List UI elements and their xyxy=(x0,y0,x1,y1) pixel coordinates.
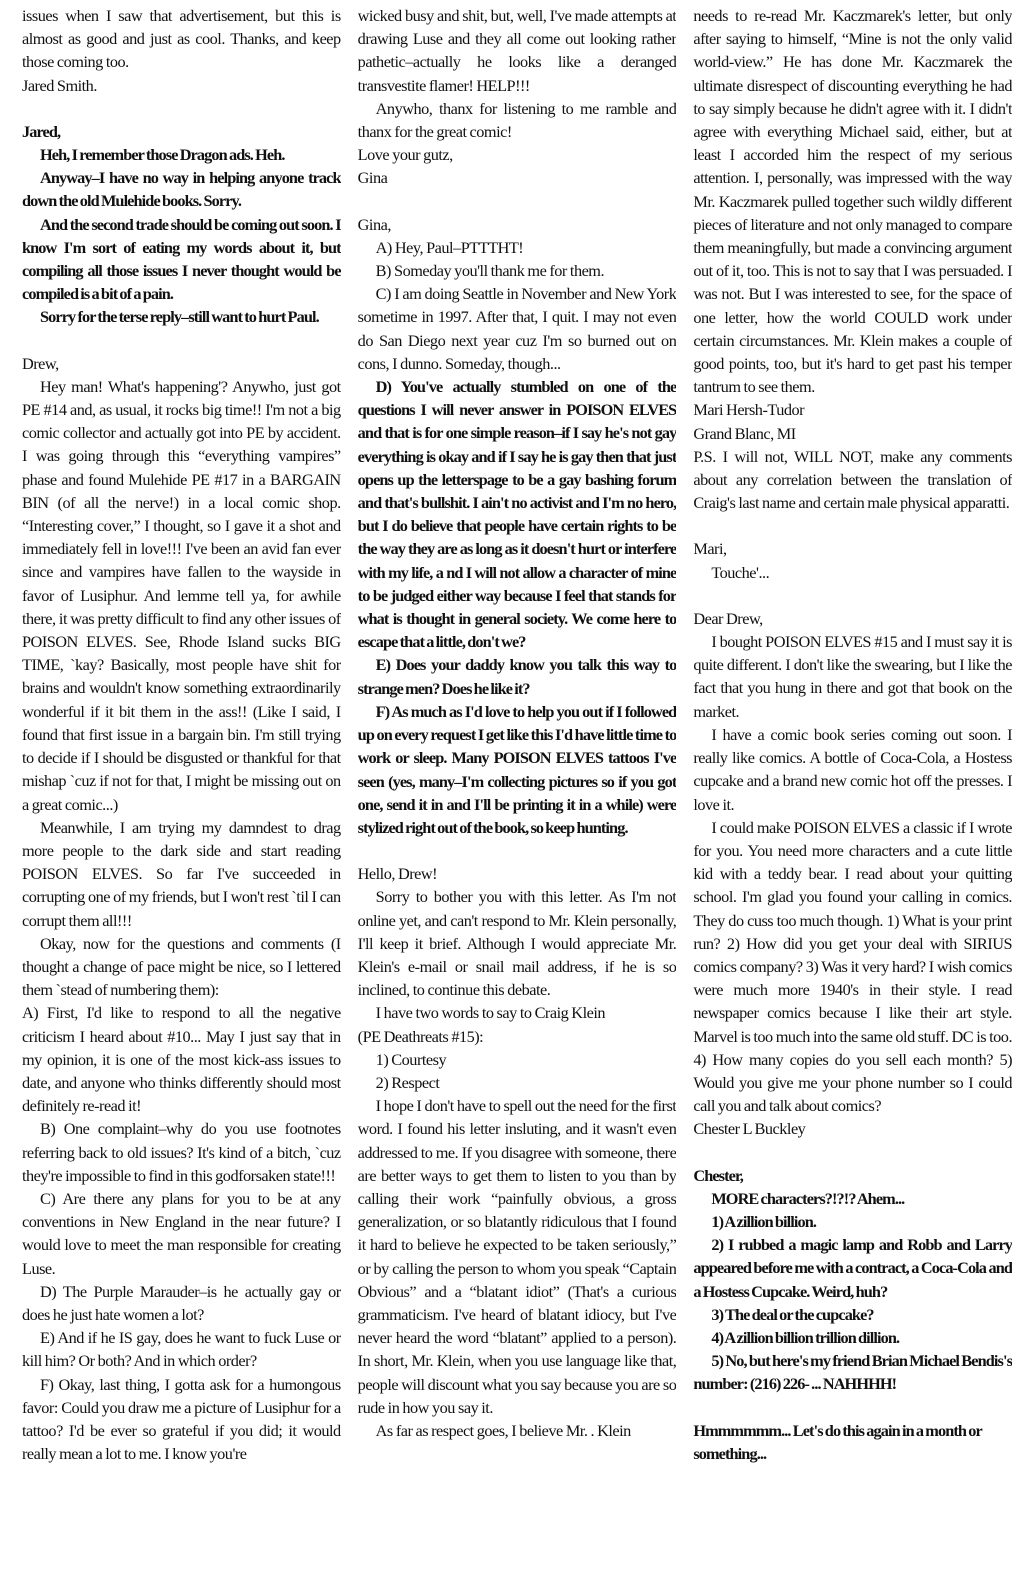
letter-paragraph: Jared Smith. xyxy=(22,75,97,95)
editor-reply-paragraph: 3) The deal or the cupcake? xyxy=(711,1304,874,1324)
letter-paragraph: I hope I don't have to spell out the need for the first word. I found his letter insluting, and it wasn't even addressed to me. If you disagree with someone, there are better ways to get them to listen to you than by calling their work “painfully obvious, a gross generalization, or so blatantly ridiculous that I found it hard to believe he expected to be taken seriously,” or by calling the person to whom you speak “Captain Obvious” and a “blatant idiot” (That's a curious grammaticism. I've heard of blatant idiocy, but I've never heard the word “blatant” applied to a person). In short, Mr. Klein, when you use language like that, people will discount what you say because you are so rude in how you say it. xyxy=(357,1096,677,1417)
editor-reply-paragraph: F) As much as I'd love to help you out if I followed up on every request I get like this I'd have little time to work or sleep. Many POISON ELVES tattoos I've seen (yes, many–I'm collecting pictures so if you got one, send it in and I'll be printing it in a while) were stylized right out of the book, so keep hunting. xyxy=(357,701,677,837)
letter-paragraph: Sorry to bother you with this letter. As I'm not online yet, and can't respond to Mr. Klein personally, I'll keep it brief. Although I would appreciate Mr. Klein's e-mail or snail mail address, if he is so inclined, to continue this debate. xyxy=(357,887,677,1000)
letter-paragraph: Gina xyxy=(357,168,388,188)
letter-paragraph: wicked busy and shit, but, well, I've made attempts at drawing Luse and they all come out looking rather pathetic–actually he looks like a deranged transvestite flamer! HELP!!! xyxy=(357,6,677,95)
letter-paragraph: I have a comic book series coming out soon. I really like comics. A bottle of Coca-Cola, a Hostess cupcake and a brand new comic hot off the presses. I love it. xyxy=(693,724,1013,814)
editor-reply-paragraph: 4) A zillion billion trillion dillion. xyxy=(711,1327,900,1347)
letter-paragraph: Hey man! What's happening'? Anywho, just got PE #14 and, as usual, it rocks big time!! I'm not a big comic collector and actually got into PE by accident. I was going through this “everything vampires” phase and found Mulehide PE #17 in a BARGAIN BIN (of all the nerve!) in a local comic shop. “Interesting cover,” I thought, so I gave it a shot and immediately fell in love!!! I've been an avid fan ever since and vampires have fallen to the wayside in favor of Lusiphur. And lemme tell ya, for awhile there, it was pretty difficult to find any other issues of POISON ELVES. See, Rhode Island sucks BIG TIME, `kay? Basically, most people have shit for brains and wouldn't know something extraordinarily wonderful if it bit them in the ass!! (Like I said, I found that first issue in a bargain bin. I'm still trying to decide if I should be disgusted or thankful for that mishap `cuz if not for that, I might be missing out on a great comic...) xyxy=(22,376,341,814)
letter-paragraph: Mari, xyxy=(693,539,727,559)
editor-reply-paragraph: 2) I rubbed a magic lamp and Robb and Larry appeared before me with a contract, a Coca-Cola and a Hostess Cupcake. Weird, huh? xyxy=(693,1235,1013,1301)
editor-reply-paragraph: Heh, I remember those Dragon ads. Heh. xyxy=(40,145,285,165)
letter-paragraph: A) First, I'd like to respond to all the negative criticism I heard about #10... May I just say that in my opinion, it is one of the most kick-ass issues to date, and anyone who thinks differently should most definitely re-read it! xyxy=(22,1003,341,1116)
letter-paragraph: Anywho, thanx for listening to me ramble and thanx for the great comic! xyxy=(357,98,677,142)
letter-paragraph: Okay, now for the questions and comments (I thought a change of pace might be nice, so I lettered them `stead of numbering them): xyxy=(22,933,341,1000)
letter-paragraph: Chester L Buckley xyxy=(693,1119,806,1139)
editor-reply-paragraph: Hmmmmmm... Let's do this again in a month or something... xyxy=(693,1420,982,1463)
editor-reply-paragraph: D) You've actually stumbled on one of the questions I will never answer in POISON ELVES and that is for one simple reason–if I say he's not gay everything is okay and if I say he is gay then that just opens up the letterspage to be a gay bashing forum and that's bullshit. I ain't no activist and I'm no hero, but I do believe that people have certain rights to be the way they are as long as it doesn't hurt or interfere with my life, a nd I will not allow a character of mine to be judged either way because I feel that stands for what is thought in general society. We come here to escape that a little, don't we? xyxy=(357,377,677,652)
letter-paragraph: issues when I saw that advertisement, but this is almost as good and just as cool. Thanks, and keep those coming too. xyxy=(22,6,341,72)
letter-paragraph: D) The Purple Marauder–is he actually gay or does he just hate women a lot? xyxy=(22,1281,341,1324)
letter-paragraph: Mari Hersh-Tudor xyxy=(693,400,805,420)
letter-paragraph: C) Are there any plans for you to be at any conventions in New England in the near future? I would love to meet the man responsible for creating Luse. xyxy=(22,1188,341,1278)
editor-reply-paragraph: And the second trade should be coming out soon. I know I'm sort of eating my words about it, but compiling all those issues I never thought would be compiled is a bit of a pain. xyxy=(22,214,341,304)
letter-paragraph: I bought POISON ELVES #15 and I must say it is quite different. I don't like the swearing, but I like the fact that you hung in there and got that book on the market. xyxy=(693,632,1013,721)
letter-paragraph: I have two words to say to Craig Klein xyxy=(375,1003,605,1023)
editor-reply-paragraph: Anyway–I have no way in helping anyone track down the old Mulehide books. Sorry. xyxy=(22,168,341,211)
letter-paragraph: As far as respect goes, I believe Mr. . Klein xyxy=(375,1420,631,1440)
letter-paragraph: F) Okay, last thing, I gotta ask for a humongous favor: Could you draw me a picture of Lusiphur for a tattoo? I'd be ever so grateful if you did; it would really mean a lot to me. I know you're xyxy=(22,1374,341,1464)
editor-reply-paragraph: 1) A zillion billion. xyxy=(711,1211,817,1231)
letter-paragraph: Touche'... xyxy=(711,562,770,582)
letter-paragraph: B) One complaint–why do you use footnotes referring back to old issues? It's kind of a bitch, `cuz they're impossible to find in this godforsaken state!!! xyxy=(22,1119,341,1185)
letter-paragraph: 2) Respect xyxy=(375,1072,440,1092)
editor-reply-paragraph: 5) No, but here's my friend Brian Michael Bendis's number: (216) 226- ... NAHHHH! xyxy=(693,1351,1013,1394)
letter-paragraph: Love your gutz, xyxy=(357,145,453,165)
letter-paragraph: Grand Blanc, MI xyxy=(693,423,796,443)
letter-paragraph: I could make POISON ELVES a classic if I wrote for you. You need more characters and a cute little kid with a teddy bear. I read about your quitting school. I'm glad you found your calling in comics. They do cuss too much though. 1) What is your print run? 2) How did you get your deal with SIRIUS comics company? 3) Was it very hard? I wish comics were much more 1940's in their style. I read newspaper comics because I like their art style. Marvel is too much into the same old stuff. DC is too. 4) How many copies do you sell each month? 5) Would you give me your phone number so I could call you and talk about comics? xyxy=(693,817,1013,1116)
letter-paragraph: Hello, Drew! xyxy=(357,864,438,884)
editor-reply-paragraph: Sorry for the terse reply–still want to hurt Paul. xyxy=(40,307,319,327)
editor-reply-paragraph: Chester, xyxy=(693,1165,743,1185)
letter-paragraph: needs to re-read Mr. Kaczmarek's letter, but only after saying to himself, “Mine is not the only valid world-view.” He has done Mr. Kaczmarek the ultimate disrespect of discounting everything he had to say simply because he didn't agree with it. I didn't agree with everything Michael said, either, but at least I accorded him the respect of my serious attention. I, personally, was impressed with the way Mr. Kaczmarek pulled together such wildly different pieces of literature and not only managed to compare them meaningfully, but made a convincing argument out of it, too. This is not to say that I was persuaded. I was not. But I was interested to see, for the space of one letter, how the world COULD work under certain circumstances. Mr. Klein makes a couple of good points, too, but it's hard to get past his temper tantrum to see them. xyxy=(693,6,1013,397)
letter-paragraph: (PE Deathreats #15): xyxy=(357,1026,484,1046)
text-column-middle xyxy=(358,4,677,1587)
editor-reply-paragraph: Jared, xyxy=(22,121,61,141)
letter-paragraph: E) And if he IS gay, does he want to fuck Luse or kill him? Or both? And in which order? xyxy=(22,1328,341,1371)
letter-paragraph: C) I am doing Seattle in November and New York sometime in 1997. After that, I quit. I may not even do San Diego next year cuz I'm so burned out on cons, I dunno. Someday, though... xyxy=(357,284,677,373)
editor-reply-paragraph: MORE characters?!?!? Ahem... xyxy=(711,1188,905,1208)
letter-paragraph: B) Someday you'll thank me for them. xyxy=(375,261,605,281)
editor-reply-paragraph: E) Does your daddy know you talk this way to strange men? Does he like it? xyxy=(357,655,677,698)
letter-paragraph: P.S. I will not, WILL NOT, make any comments about any correlation between the translation of Craig's last name and certain male physical apparatti. xyxy=(693,446,1013,513)
letter-paragraph: Gina, xyxy=(357,214,391,234)
letter-paragraph: 1) Courtesy xyxy=(375,1049,447,1069)
text-column-right xyxy=(693,4,1012,1587)
letter-paragraph: Drew, xyxy=(22,353,59,373)
letter-paragraph: A) Hey, Paul–PTTTHT! xyxy=(375,237,524,257)
letter-paragraph: Meanwhile, I am trying my damndest to drag more people to the dark side and start reading POISON ELVES. So far I've succeeded in corrupting one of my friends, but I won't rest `til I can corrupt them all!!! xyxy=(22,817,341,930)
text-column-left xyxy=(22,4,341,1587)
letter-paragraph: Dear Drew, xyxy=(693,608,763,628)
